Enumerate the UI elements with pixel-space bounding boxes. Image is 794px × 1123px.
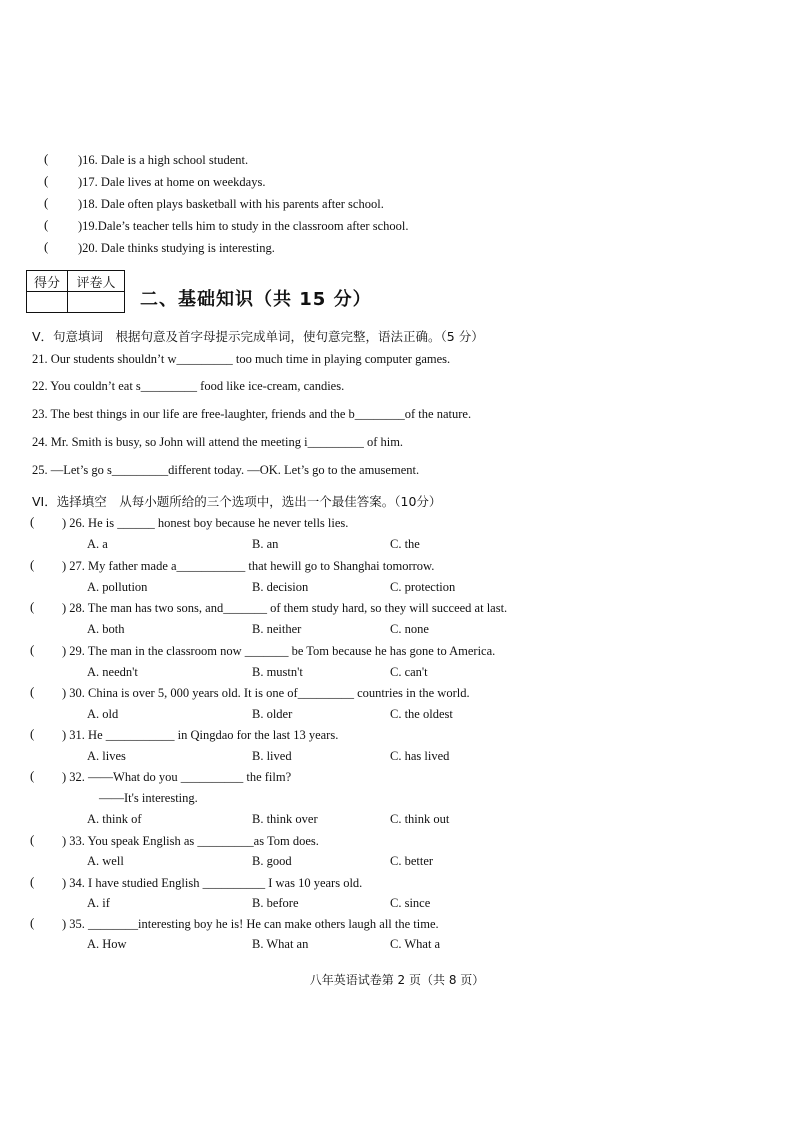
- tf-item-16: )16. Dale is a high school student.: [78, 153, 249, 167]
- option-b: B. before: [252, 896, 299, 910]
- option-b: B. think over: [252, 812, 318, 826]
- option-c: C. the: [390, 537, 420, 551]
- option-c: C. none: [390, 622, 429, 636]
- score-header: 得分: [27, 271, 68, 292]
- question-stem: ) 34. I have studied English __________ I was 10 years old.: [62, 876, 363, 890]
- page-footer: 八年英语试卷第 2 页（共 8 页）: [309, 973, 485, 987]
- answer-paren: (: [30, 514, 35, 529]
- answer-paren: (: [30, 642, 35, 657]
- part6-instruction: VI．选择填空 从每小题所给的三个选项中，选出一个最佳答案。（10分）: [32, 494, 442, 509]
- answer-paren: (: [44, 151, 49, 166]
- option-c: C. What a: [390, 937, 441, 951]
- option-c: C. since: [390, 896, 431, 910]
- tf-item-20: )20. Dale thinks studying is interesting.: [78, 241, 275, 255]
- answer-paren: (: [30, 874, 35, 889]
- question-stem: ) 30. China is over 5, 000 years old. It is one of_________ countries in the world.: [62, 686, 470, 700]
- answer-paren: (: [30, 768, 35, 783]
- option-a: A. well: [87, 854, 124, 868]
- question-stem: ) 33. You speak English as _________as Tom does.: [62, 834, 319, 848]
- part5-instruction: V．句意填词 根据句意及首字母提示完成单词，使句意完整，语法正确。（5 分）: [32, 329, 484, 344]
- option-a: A. think of: [87, 812, 142, 826]
- answer-paren: (: [30, 684, 35, 699]
- fill-item-22: 22. You couldn’t eat s_________ food like ice-cream, candies.: [32, 379, 345, 393]
- question-stem: ) 27. My father made a___________ that hewill go to Shanghai tomorrow.: [62, 559, 435, 573]
- answer-paren: (: [30, 832, 35, 847]
- section-two-title: 二、基础知识（共 15 分）: [140, 289, 372, 310]
- score-cell[interactable]: [27, 292, 68, 313]
- question-stem: ) 29. The man in the classroom now _______ be Tom because he has gone to America.: [62, 644, 496, 658]
- answer-paren: (: [30, 557, 35, 572]
- question-stem: ) 35. ________interesting boy he is! He can make others laugh all the time.: [62, 917, 439, 931]
- option-a: A. needn't: [87, 665, 138, 679]
- option-c: C. think out: [390, 812, 450, 826]
- option-b: B. an: [252, 537, 279, 551]
- question-stem: ) 31. He ___________ in Qingdao for the last 13 years.: [62, 728, 339, 742]
- option-a: A. How: [87, 937, 127, 951]
- option-b: B. good: [252, 854, 292, 868]
- question-stem-response: ——It's interesting.: [99, 791, 198, 805]
- option-a: A. a: [87, 537, 108, 551]
- option-a: A. old: [87, 707, 119, 721]
- question-stem: ) 28. The man has two sons, and_______ of them study hard, so they will succeed at last.: [62, 601, 508, 615]
- option-b: B. lived: [252, 749, 292, 763]
- option-a: A. both: [87, 622, 125, 636]
- answer-paren: (: [44, 195, 49, 210]
- question-stem: ) 26. He is ______ honest boy because he never tells lies.: [62, 516, 349, 530]
- option-a: A. if: [87, 896, 110, 910]
- option-a: A. pollution: [87, 580, 148, 594]
- option-c: C. the oldest: [390, 707, 453, 721]
- option-c: C. better: [390, 854, 434, 868]
- grader-cell[interactable]: [68, 292, 125, 313]
- fill-item-21: 21. Our students shouldn’t w_________ too much time in playing computer games.: [32, 352, 451, 366]
- option-a: A. lives: [87, 749, 126, 763]
- answer-paren: (: [30, 726, 35, 741]
- option-b: B. older: [252, 707, 293, 721]
- tf-item-17: )17. Dale lives at home on weekdays.: [78, 175, 266, 189]
- option-b: B. What an: [252, 937, 309, 951]
- option-b: B. neither: [252, 622, 302, 636]
- fill-item-23: 23. The best things in our life are free-laughter, friends and the b________of the nature.: [32, 407, 472, 421]
- answer-paren: (: [30, 915, 35, 930]
- option-b: B. decision: [252, 580, 309, 594]
- fill-item-25: 25. —Let’s go s_________different today. —OK. Let’s go to the amusement.: [32, 463, 420, 477]
- option-c: C. protection: [390, 580, 456, 594]
- grader-header: 评卷人: [68, 271, 125, 292]
- tf-item-19: )19.Dale’s teacher tells him to study in the classroom after school.: [78, 219, 409, 233]
- tf-item-18: )18. Dale often plays basketball with his parents after school.: [78, 197, 384, 211]
- answer-paren: (: [44, 217, 49, 232]
- answer-paren: (: [30, 599, 35, 614]
- fill-item-24: 24. Mr. Smith is busy, so John will attend the meeting i_________ of him.: [32, 435, 404, 449]
- answer-paren: (: [44, 173, 49, 188]
- option-c: C. has lived: [390, 749, 450, 763]
- question-stem: ) 32. ——What do you __________ the film?: [62, 770, 292, 784]
- option-b: B. mustn't: [252, 665, 303, 679]
- score-table: [26, 270, 125, 313]
- option-c: C. can't: [390, 665, 428, 679]
- answer-paren: (: [44, 239, 49, 254]
